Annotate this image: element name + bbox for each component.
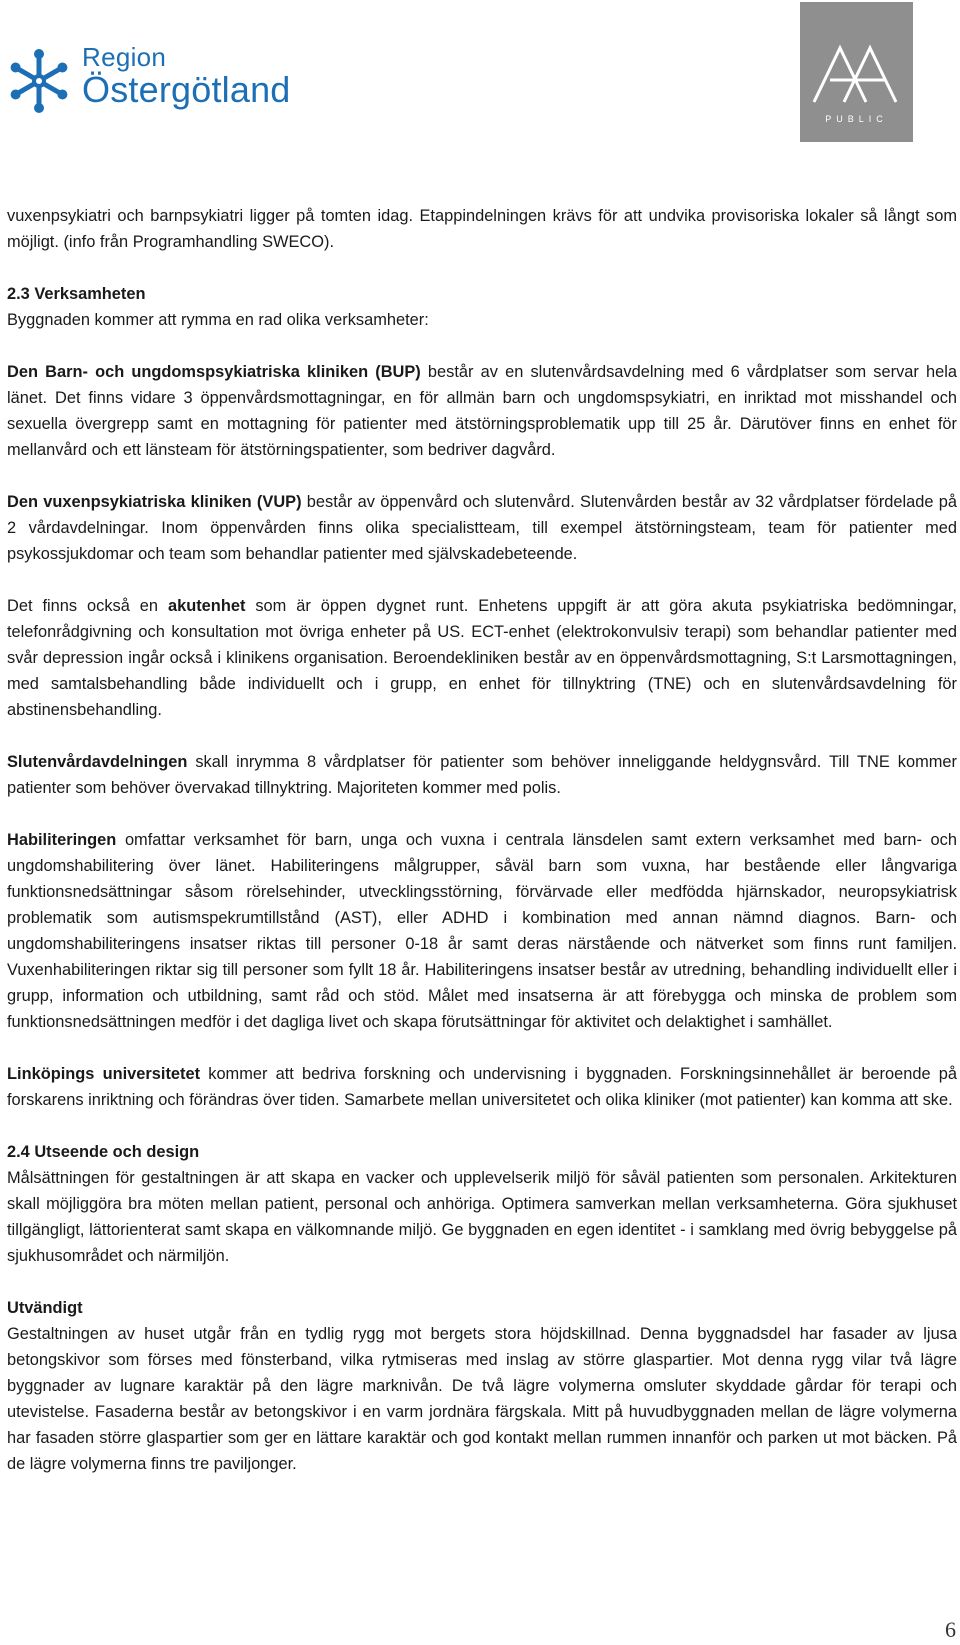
public-logo-text: PUBLIC (825, 114, 888, 124)
logo-region-text: Region (82, 42, 167, 72)
hab-label: Habiliteringen (7, 831, 117, 849)
page-number: 6 (945, 1617, 956, 1642)
paragraph-liu (7, 1061, 957, 1113)
subheading-utvandigt: Utvändigt (7, 1299, 83, 1317)
paragraph-akut (7, 593, 957, 723)
section-2-3-intro: Byggnaden kommer att rymma en rad olika verksamheter: (7, 311, 429, 329)
paragraph-bup (7, 359, 957, 463)
paragraph-intro: vuxenpsykiatri och barnpsykiatri ligger på tomten idag. Etappindelningen krävs för att undvika provisoriska lokaler så långt som möjligt. (info från Programhandling SWECO). (7, 207, 957, 251)
paragraph-sluten (7, 749, 957, 801)
section-2-4-text: Målsättningen för gestaltningen är att skapa en vacker och upplevelserik miljö för såväl patienten som personalen. Arkitekturen skall möjliggöra bra möten mellan patient, personal och anhöriga. Optimera samverkan mellan verksamheterna. Göra sjukhuset tillgängligt, lättorienterat samt skapa en välkomnande miljö. Ge byggnaden en egen identitet - i samklang med övrig bebyggelse på sjukhusområdet och närmiljön. (7, 1169, 957, 1265)
section-heading-2-4: 2.4 Utseende och design (7, 1143, 200, 1161)
sluten-text: skall inrymma 8 vårdplatser för patienter som behöver inneliggande heldygnsvård. Till TNE kommer patienter som behöver övervakad tillnyktring. Majoriteten kommer med polis. (7, 753, 957, 797)
akut-text: som är öppen dygnet runt. Enhetens uppgift är att göra akuta psykiatriska bedömningar, telefonrådgivning och konsultation mot övriga enheter på US. ECT-enhet (elektrokonvulsiv terapi) som behandlar patienter med svår depression ingår också i klinikens organisation. Beroendekliniken består av en öppenvårdsmottagning, S:t Larsmottagningen, med samtalsbehandling både individuellt och i grupp, en enhet för tillnyktring (TNE) och en slutenvårdsavdelning för abstinensbehandling. (7, 597, 957, 719)
section-heading-2-3: 2.3 Verksamheten (7, 285, 146, 303)
paragraph-vup (7, 489, 957, 567)
snowflake-logo-icon (6, 48, 72, 114)
document-body (7, 203, 957, 1477)
paragraph-hab (7, 827, 957, 1035)
akut-pre: Det finns också en (7, 597, 168, 615)
bup-text: består av en slutenvårdsavdelning med 6 vårdplatser som servar hela länet. Det finns vidare 3 öppenvårdsmottagningar, en för allmän barn och ungdomspsykiatri, en inriktad mot misshandel och sexuella övergrepp samt en mottagning för patienter med ätstörningsproblematik upp till 25 år. Därutöver finns en enhet för mellanvård och ett länsteam för ätstörningspatienter, som bedriver dagvård. (7, 363, 957, 459)
page-header (0, 0, 960, 150)
liu-label: Linköpings universitetet (7, 1065, 201, 1083)
public-logo (800, 2, 913, 142)
akut-label: akutenhet (167, 597, 246, 615)
vup-label: Den vuxenpsykiatriska kliniken (VUP) (7, 493, 302, 511)
bup-label: Den Barn- och ungdomspsykiatriska kliniken (BUP) (7, 363, 421, 381)
sluten-label: Slutenvårdavdelningen (7, 753, 188, 771)
hab-text: omfattar verksamhet för barn, unga och vuxna i centrala länsdelen samt extern verksamhet med barn- och ungdomshabilitering över länet. Habiliteringens målgrupper, såväl barn som vuxna, har bestående eller långvariga funktionsnedsättningar såsom rörelsehinder, utvecklingsstörning, förvärvade eller medfödda hjärnskador, neuropsykiatrisk problematik som autismspekrumtillstånd (AST), eller ADHD i kombination med annan nämnd diagnos. Barn- och ungdomshabiliteringens insatser riktas till personer 0-18 år samt deras närstående och nätverket som finns runt familjen. Vuxenhabiliteringen riktar sig till personer som fyllt 18 år. Habiliteringens insatser består av utredning, behandling individuellt eller i grupp, information och utbildning, samt råd och stöd. Målet med insatserna är att förebygga och minska de problem som funktionsnedsättningen medför i det dagliga livet och skapa förutsättningar för aktivitet och delaktighet i samhället. (7, 831, 957, 1031)
utvandigt-text: Gestaltningen av huset utgår från en tydlig rygg mot bergets stora höjdskillnad. Denna byggnadsdel har fasader av ljusa betongskivor som förses med fönsterband, vilka rytmiseras med inslag av större glaspartier. Mot denna rygg vilar två lägre byggnader av lugnare karaktär på den lägre marknivån. De två lägre volymerna omsluter skyddade gårdar för terapi och utevistelse. Fasaderna består av betongskivor i en varm jordnära färgskala. Mitt på huvudbyggnaden mellan de lägre volymerna har fasaden större glaspartier som ger en lättare karaktär och god kontakt mellan rummen innanför och parken ut mot bäcken. På de lägre volymerna finns tre paviljonger. (7, 1325, 957, 1473)
region-ostergotland-logo (6, 44, 306, 124)
logo-ostergotland-text: Östergötland (82, 69, 291, 110)
liu-text: kommer att bedriva forskning och undervisning i byggnaden. Forskningsinnehållet är beroende på forskarens inriktning och förändras över tiden. Samarbete mellan universitetet och olika kliniker (mot patienter) kan komma att ske. (7, 1065, 957, 1109)
vup-text: består av öppenvård och slutenvård. Slutenvården består av 32 vårdplatser fördelade på 2 vårdavdelningar. Inom öppenvården finns olika specialistteam, till exempel ätstörningsteam, team för patienter med psykossjukdomar och team som behandlar patienter med självskadebeteende. (7, 493, 957, 563)
logo-wordmark (82, 44, 291, 108)
